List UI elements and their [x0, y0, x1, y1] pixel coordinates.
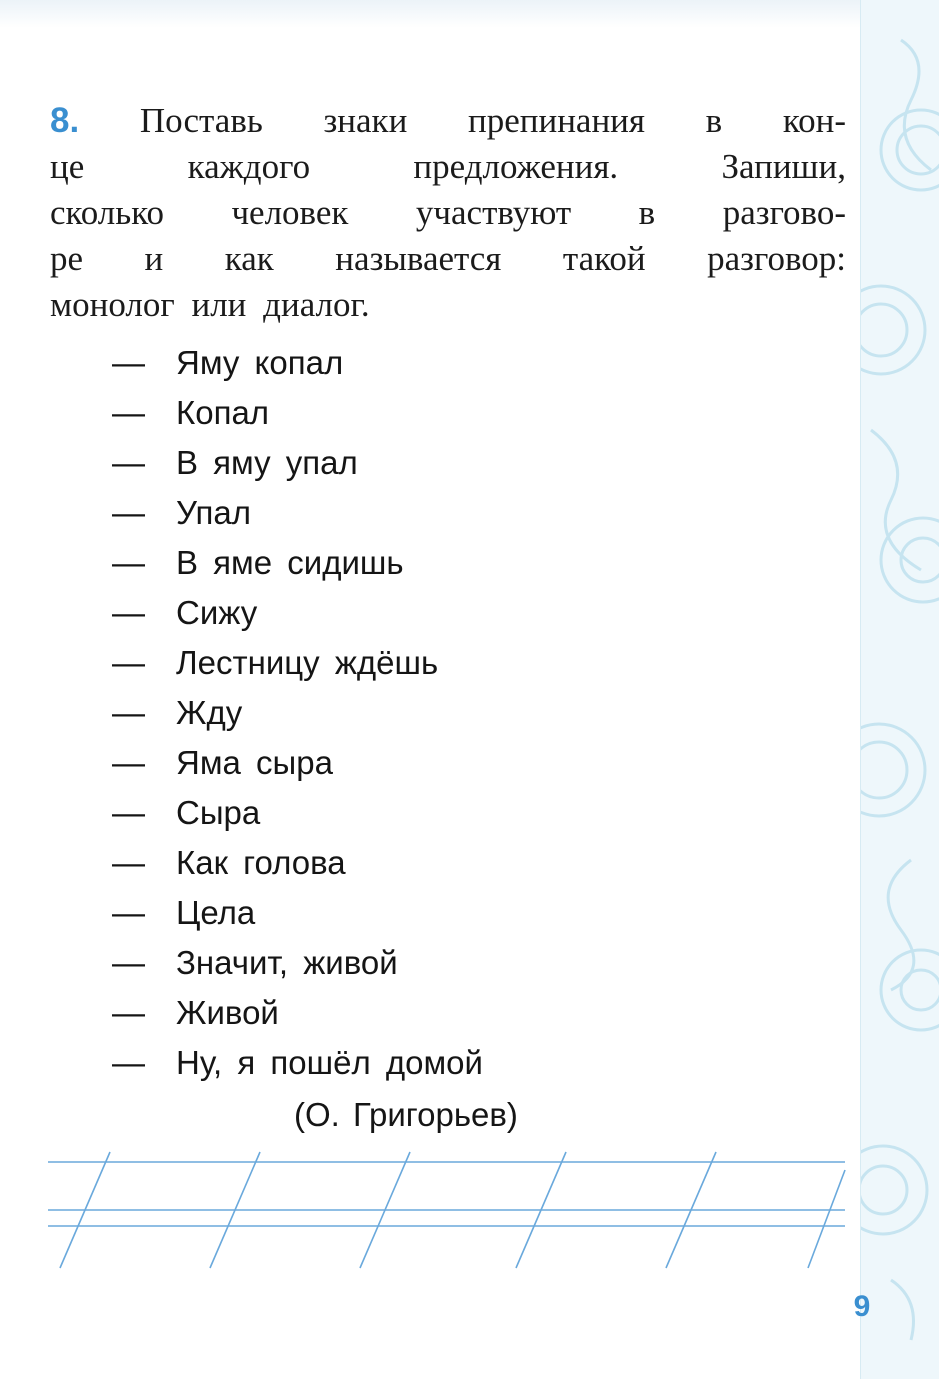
dialogue-text: Жду	[176, 694, 243, 731]
dialogue-text: В яме сидишь	[176, 544, 404, 581]
dialogue-line	[112, 738, 712, 788]
task-8	[50, 98, 846, 328]
dialogue-line	[112, 538, 712, 588]
dialogue-dash: —	[112, 444, 145, 481]
dialogue-dash: —	[112, 394, 145, 431]
dialogue-dash: —	[112, 1044, 145, 1081]
task-line: ре и как называется такой разговор:	[50, 239, 846, 278]
dialogue-text: Ну, я пошёл домой	[176, 1044, 483, 1081]
dialogue-text: Живой	[176, 994, 279, 1031]
dialogue-text: В яму упал	[176, 444, 358, 481]
dialogue-line	[112, 838, 712, 888]
dialogue-text: Копал	[176, 394, 270, 431]
task-line: це каждого предложения. Запиши,	[50, 147, 846, 186]
decorative-margin	[860, 0, 939, 1379]
dialogue-text: Упал	[176, 494, 251, 531]
dialogue-line	[112, 888, 712, 938]
dialogue-text: Яма сыра	[176, 744, 333, 781]
dialogue-dash: —	[112, 994, 145, 1031]
dialogue-line	[112, 638, 712, 688]
dialogue-line	[112, 588, 712, 638]
dialogue-line	[112, 988, 712, 1038]
dialogue-text: Как голова	[176, 844, 346, 881]
dialogue-dash: —	[112, 544, 145, 581]
dialogue-text: Лестницу ждёшь	[176, 644, 439, 681]
dialogue-line	[112, 438, 712, 488]
dialogue-dash: —	[112, 644, 145, 681]
dialogue-line	[112, 938, 712, 988]
dialogue-text: Цела	[176, 894, 256, 931]
swirl-ornament-icon	[861, 0, 939, 1379]
top-strip	[0, 0, 939, 28]
dialogue-text: Значит, живой	[176, 944, 398, 981]
task-number: 8.	[50, 101, 80, 140]
page-number: 9	[853, 1290, 871, 1323]
dialogue-poem	[112, 338, 712, 1088]
dialogue-line	[112, 488, 712, 538]
task-line	[50, 98, 846, 144]
task-text: Поставь знаки препинания в кон-	[139, 101, 846, 140]
dialogue-text: Сижу	[176, 594, 258, 631]
answer-writing-lines	[48, 1150, 848, 1270]
task-line: сколько человек участвуют в разгово-	[50, 193, 846, 232]
dialogue-dash: —	[112, 894, 145, 931]
dialogue-dash: —	[112, 744, 145, 781]
dialogue-text: Яму копал	[176, 344, 344, 381]
dialogue-dash: —	[112, 694, 145, 731]
dialogue-dash: —	[112, 794, 145, 831]
dialogue-dash: —	[112, 344, 145, 381]
dialogue-dash: —	[112, 494, 145, 531]
dialogue-dash: —	[112, 944, 145, 981]
dialogue-dash: —	[112, 844, 145, 881]
dialogue-line	[112, 788, 712, 838]
dialogue-line	[112, 688, 712, 738]
dialogue-dash: —	[112, 594, 145, 631]
dialogue-line	[112, 1038, 712, 1088]
dialogue-line	[112, 338, 712, 388]
task-line: монолог или диалог.	[50, 285, 370, 324]
dialogue-line	[112, 388, 712, 438]
poem-author: (О. Григорьев)	[294, 1096, 518, 1133]
dialogue-text: Сыра	[176, 794, 261, 831]
